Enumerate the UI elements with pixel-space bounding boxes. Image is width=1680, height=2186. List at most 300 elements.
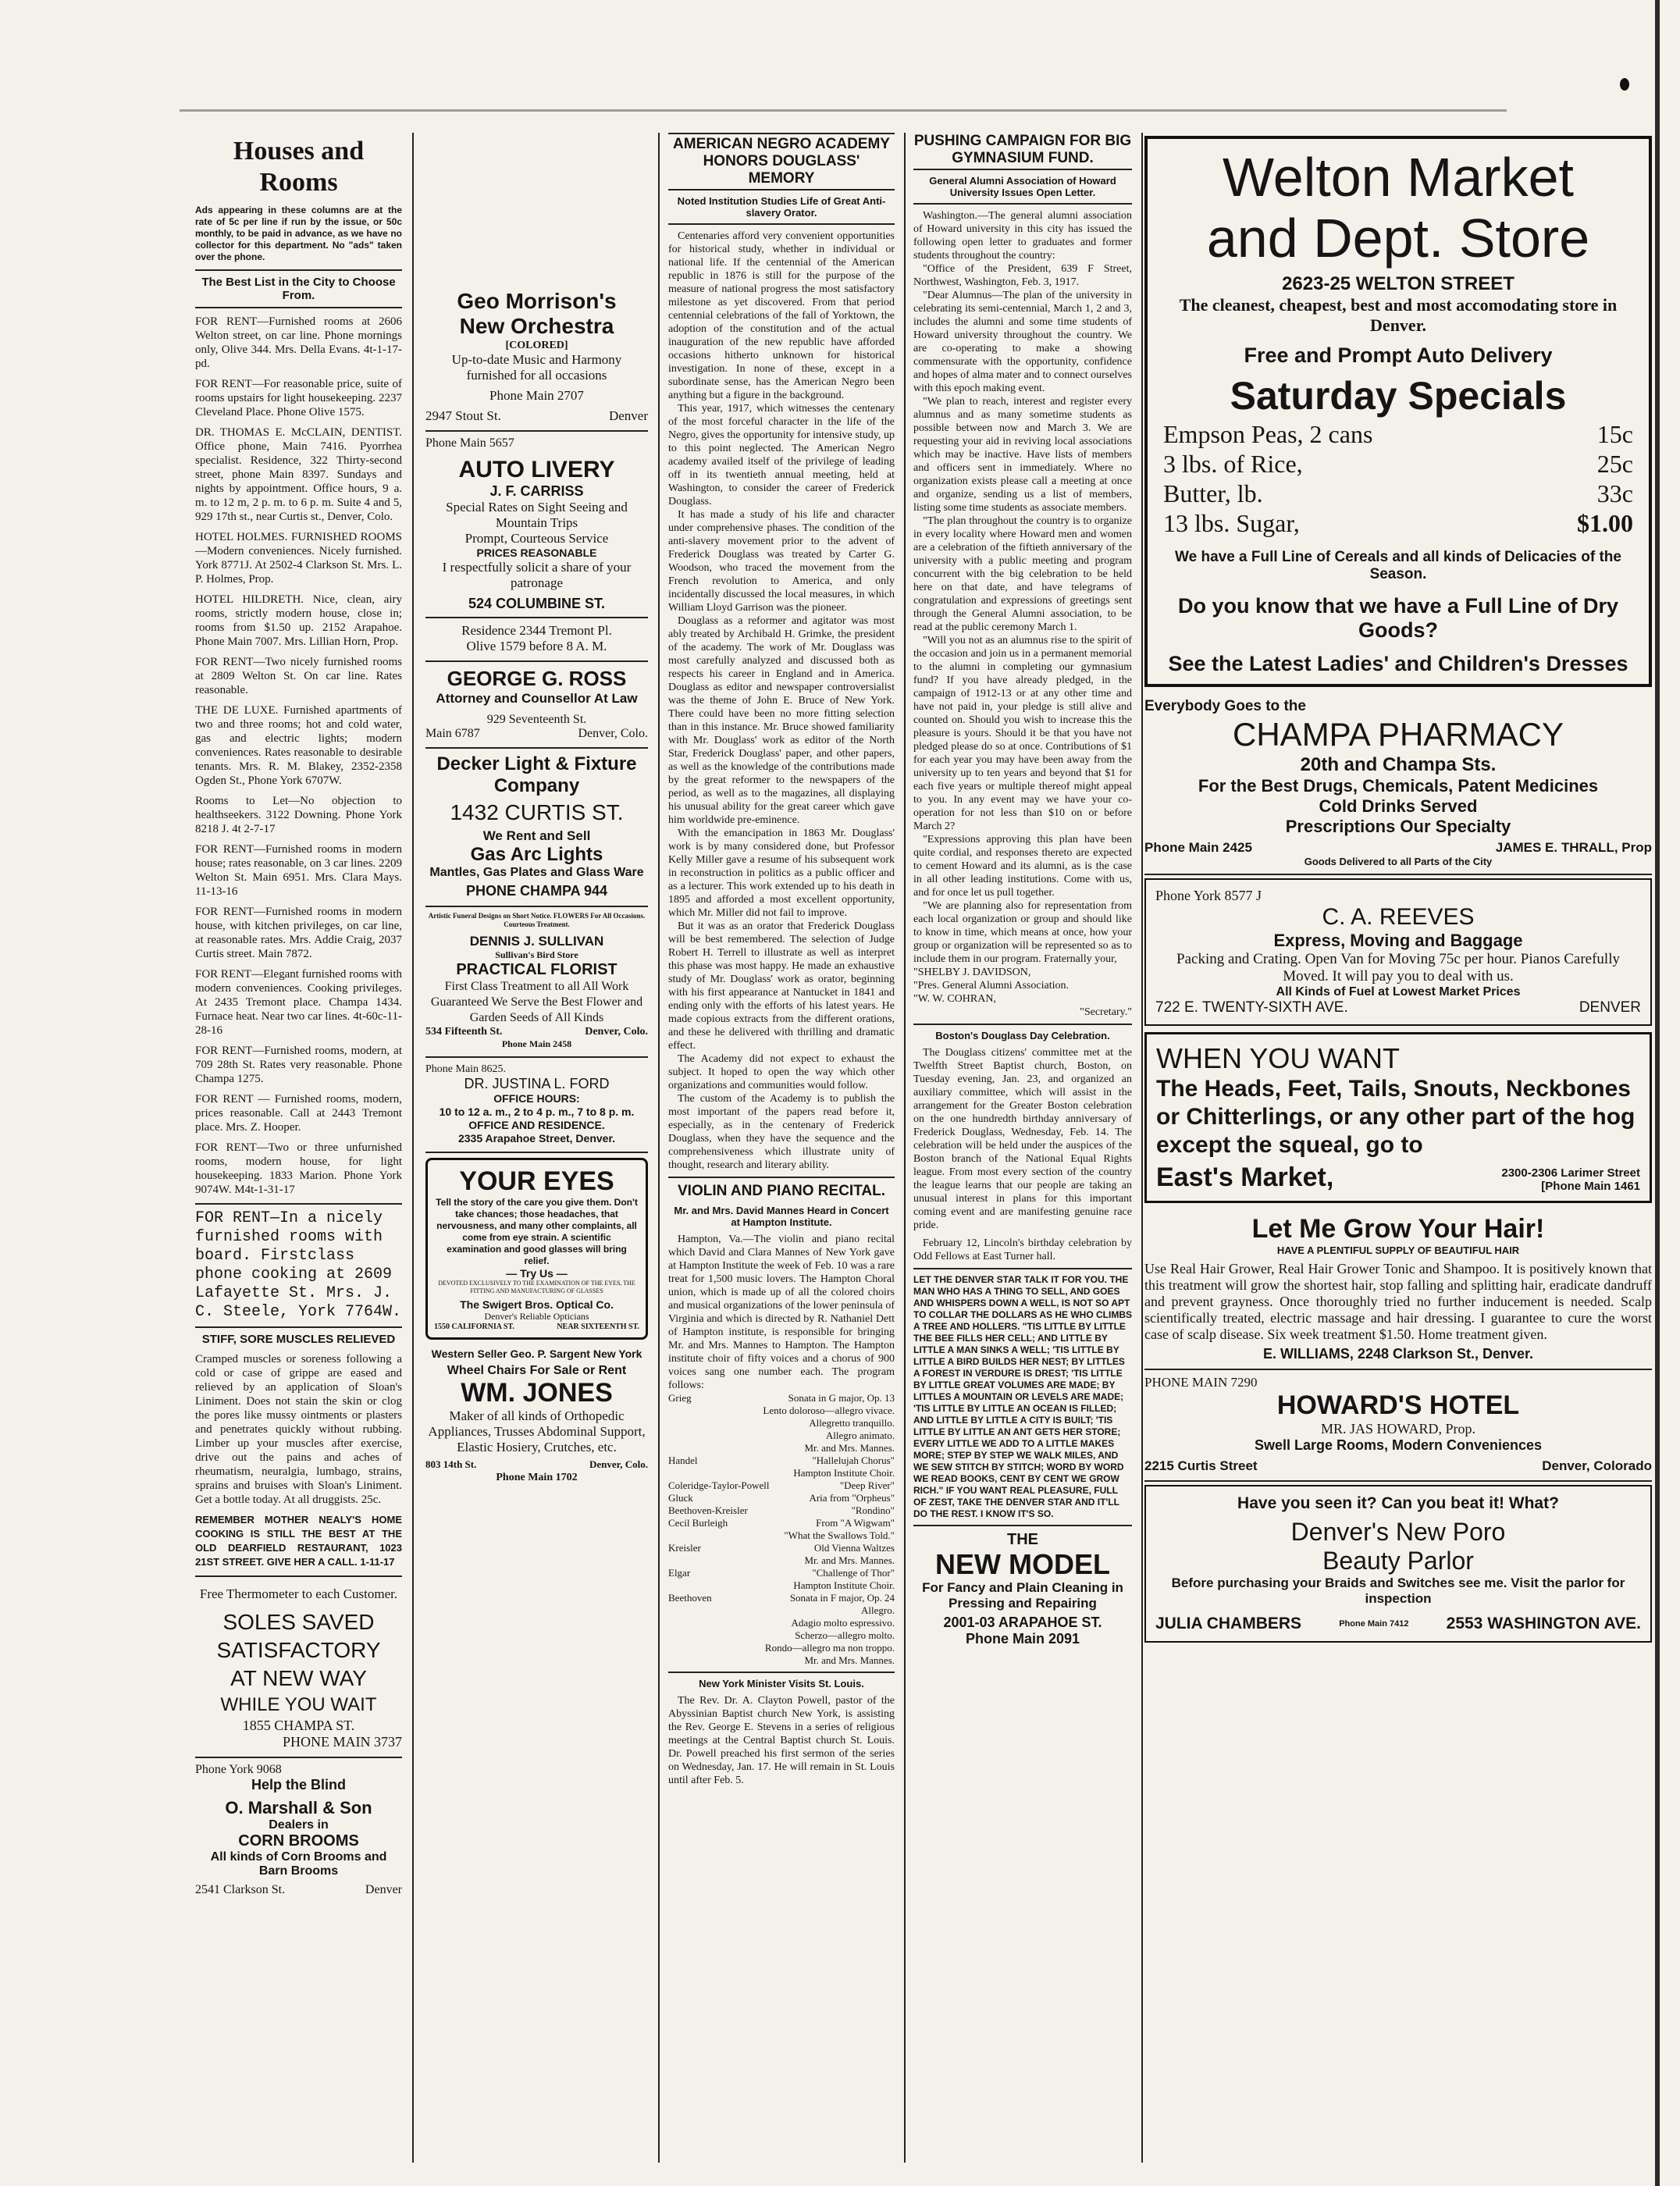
- gym-subhead: General Alumni Association of Howard University Issues Open Letter.: [929, 175, 1116, 198]
- program-composer: Grieg: [668, 1392, 692, 1404]
- broom-heading: Help the Blind: [251, 1777, 346, 1793]
- classified-ad: FOR RENT — Furnished rooms, modern, prices reasonable. Call at 2443 Tremont place. Mrs. Z. Hooper.: [195, 1093, 402, 1134]
- program-piece: Allegretto tranquillo.: [809, 1417, 895, 1429]
- hair-ad: [1144, 1209, 1652, 1370]
- program-line: [668, 1542, 895, 1554]
- poro-top: Have you seen it? Can you beat it! What?: [1237, 1494, 1559, 1512]
- fixture-rent: We Rent and Sell: [482, 828, 591, 843]
- livery-olive-phone: Olive 1579 before 8 A. M.: [466, 639, 607, 653]
- article-paragraph: "Expressions approving this plan have been quite cordial, and responses thereto are expected to cement Howard and its alumni, as is the case in all other leading institutions. Come with us, and for once let us pull together.: [913, 834, 1132, 899]
- restaurant-ad: REMEMBER MOTHER NEALY'S HOME COOKING IS STILL THE BEST AT THE OLD DEARFIELD RESTAURANT, 1023 21ST STREET. GIVE HER A CALL. 1-11-17: [195, 1514, 402, 1568]
- poro-ad: [1144, 1485, 1652, 1643]
- hotel-ad: [1144, 1370, 1652, 1482]
- article-paragraph: But it was as an orator that Frederick Douglass will be best remembered. The selection of Judge Robert H. Terrell to illustrate as well as interpret this phase was most happy. He made an exhaustive study of Mr. Douglass' work as orator, beginning with his first appearance at Nantucket in 1841 and ending only with the efforts of his latest years. He made copious extracts from the different orations, and these he delivered with thrilling and dramatic effect.: [668, 920, 895, 1052]
- gym-headline: PUSHING CAMPAIGN FOR BIG GYMNASIUM FUND.: [913, 133, 1132, 170]
- florist-top: Artistic Funeral Designs on Short Notice. FLOWERS For All Occasions. Courteous Treatment.: [428, 912, 646, 928]
- program-line: [668, 1567, 895, 1579]
- florist-ad: [425, 907, 648, 1058]
- optical-try: — Try Us —: [506, 1267, 568, 1280]
- attorney-ad: [425, 662, 648, 749]
- hair-body: Use Real Hair Grower, Real Hair Grower Tonic and Shampoo. It is positively known that this treatment will grow the shortest hair, stop falling and splitting hair, eradicate dandruff and prevent grayness. Once thoroughly tried no further inducement is needed. Scalp scientifically treated, electric massage and hair dressing. I guarantee to cure the worst case of scalp disease. Six week treatment $1.50. Home treatment given.: [1144, 1261, 1652, 1342]
- livery-solicit: I respectfully solicit a share of your patronage: [442, 560, 632, 590]
- classified-ad: FOR RENT—Two nicely furnished rooms at 2809 Welton St. On car line. Rates reasonable.: [195, 656, 402, 696]
- classified-ad: HOTEL HOLMES. FURNISHED ROOMS—Modern conveniences. Nicely furnished. York 8771J. At 2502-4 Clarkson St. Mrs. L. P. Holmes, Prop.: [195, 531, 402, 586]
- reeves-city: DENVER: [1579, 999, 1641, 1016]
- classified-ad: FOR RENT—Two or three unfurnished rooms, modern house, for light housekeeping. 1833 Marion. Phone York 9074W. M4t-1-31-17: [195, 1141, 402, 1196]
- recital-subhead: Mr. and Mrs. David Mannes Heard in Concert at Hampton Institute.: [674, 1205, 889, 1228]
- divider: [195, 269, 402, 271]
- program-line: [668, 1479, 895, 1492]
- orthopedic-body: Maker of all kinds of Orthopedic Appliances, Trusses Abdominal Support, Elastic Hosiery, Crutches, etc.: [428, 1408, 646, 1454]
- program-piece: Mr. and Mrs. Mannes.: [804, 1442, 895, 1454]
- recital-program: [668, 1392, 895, 1667]
- broom-phone: Phone York 9068: [195, 1763, 282, 1776]
- thermometer-offer: Free Thermometer to each Customer.: [199, 1586, 398, 1601]
- florist-phone: Phone Main 2458: [501, 1038, 572, 1049]
- florist-city: Denver, Colo.: [585, 1026, 648, 1038]
- reeves-body: Packing and Crating. Open Van for Moving 75c per hour. Pianos Carefully Moved. It will pay you to deal with us.: [1176, 951, 1620, 984]
- broom-dealers: Dealers in: [269, 1818, 329, 1832]
- classified-ad: HOTEL HILDRETH. Nice, clean, airy rooms, strictly modern house, close in; rooms from $1.50 up. 2152 Arapahoe. Phone Main 7007. Mrs. Lillian Horn, Prop.: [195, 593, 402, 648]
- livery-owner: J. F. CARRISS: [489, 483, 584, 499]
- special-item: [1163, 479, 1633, 508]
- hotel-rooms: Swell Large Rooms, Modern Conveniences: [1254, 1437, 1543, 1453]
- optical-address: 1550 CALIFORNIA ST.: [434, 1323, 514, 1331]
- article-paragraph: "Will you not as an alumnus rise to the spirit of the occasion and join us in a permanent memorial to the alumni in completing our gymnasium fund? If you have already pledged, in the campaign of 1912-13 or at any other time and have not paid in, your pledge is still alive and counted on. Should you wish to increase this the pleasure is yours. Should it be that you have not pledged please do so at once. Contributions of $1 for each year you may have been away from the university up to ten years and beyond that $1 for each five years or multiple thereof might appeal to you. In any event may we have your co-operation for not less than $10 on or before March 2?: [913, 635, 1132, 832]
- program-line: [668, 1579, 895, 1592]
- welton-tagline: The cleanest, cheapest, best and most accomodating store in Denver.: [1179, 295, 1618, 335]
- east-name: East's Market,: [1156, 1162, 1334, 1192]
- cleaner-the: THE: [1007, 1531, 1038, 1548]
- pharmacy-rx: Prescriptions Our Specialty: [1285, 817, 1511, 836]
- special-item: [1163, 449, 1633, 479]
- program-line: [668, 1642, 895, 1654]
- special-price: 33c: [1596, 479, 1633, 507]
- recital-headline: VIOLIN AND PIANO RECITAL.: [678, 1183, 885, 1199]
- special-item: [1163, 419, 1633, 449]
- east-body: The Heads, Feet, Tails, Snouts, Neckbones or Chitterlings, or any other part of the hog except the squeal, go to: [1156, 1076, 1636, 1158]
- news-column-3: [668, 133, 895, 2155]
- pharmacy-top: Everybody Goes to the: [1144, 698, 1306, 714]
- divider: [913, 203, 1132, 205]
- doctor-name: DR. JUSTINA L. FORD: [464, 1076, 610, 1091]
- program-piece: Aria from "Orpheus": [809, 1492, 895, 1504]
- livery-ad: [425, 432, 648, 662]
- pharmacy-prop: JAMES E. THRALL, Prop: [1495, 840, 1652, 855]
- cleaner-address: 2001-03 ARAPAHOE ST.: [943, 1615, 1102, 1630]
- poro-address: 2553 WASHINGTON AVE.: [1446, 1615, 1641, 1632]
- soles-line: SATISFACTORY: [216, 1638, 381, 1662]
- optical-company: The Swigert Bros. Optical Co.: [460, 1298, 614, 1311]
- broom-footer: [195, 1883, 402, 1897]
- divider: [668, 1177, 895, 1178]
- special-price: $1.00: [1577, 509, 1633, 537]
- orthopedic-name: WM. JONES: [461, 1378, 613, 1408]
- reeves-fuel: All Kinds of Fuel at Lowest Market Prices: [1276, 985, 1521, 999]
- divider: [913, 1024, 1132, 1025]
- program-composer: Handel: [668, 1454, 698, 1466]
- shoe-phone: PHONE MAIN 3737: [283, 1734, 402, 1750]
- attorney-title: Attorney and Counsellor At Law: [436, 691, 638, 706]
- broom-goods: CORN BROOMS: [238, 1832, 359, 1850]
- program-piece: "Deep River": [839, 1479, 895, 1491]
- orthopedic-address: 803 14th St.: [425, 1458, 477, 1470]
- welton-cereals: We have a Full Line of Cereals and all kinds of Delicacies of the Season.: [1175, 549, 1621, 582]
- signature-line: "Secretary.": [1080, 1006, 1132, 1018]
- program-composer: Cecil Burleigh: [668, 1517, 728, 1529]
- article-paragraph: "Office of the President, 639 F Street, Northwest, Washington, Feb. 3, 1917.: [913, 263, 1132, 288]
- livery-title: AUTO LIVERY: [458, 457, 615, 482]
- signature-line: "W. W. COHRAN,: [913, 993, 996, 1005]
- column-rule-1: [412, 133, 414, 2163]
- east-footer: [1156, 1162, 1640, 1193]
- pharmacy-address: 20th and Champa Sts.: [1300, 754, 1497, 775]
- classified-ad: FOR RENT—Furnished rooms, modern, at 709 28th St. Rates very reasonable. Phone Champa 1275.: [195, 1045, 402, 1085]
- attorney-name: GEORGE G. ROSS: [447, 667, 627, 690]
- fixture-gas: Gas Arc Lights: [470, 844, 603, 865]
- program-piece: "Challenge of Thor": [812, 1567, 895, 1579]
- display-ads-column: [1144, 133, 1652, 2155]
- doctor-address: 2335 Arapahoe Street, Denver.: [457, 1132, 616, 1145]
- ads-column-2: [425, 133, 648, 2155]
- welton-title-1: Welton Market: [1223, 147, 1574, 208]
- program-composer: Elgar: [668, 1567, 691, 1579]
- divider: [668, 223, 895, 225]
- program-piece: Scherzo—allegro molto.: [795, 1629, 895, 1641]
- attorney-city: Denver, Colo.: [578, 727, 648, 740]
- boston-body: The Douglass citizens' committee met at the Twelfth Street Baptist church, Boston, on Tuesday evening, Jan. 23, and organized an auxiliary committee, which will assist in the arrangement for the Greater Boston celebration on the one hundredth birthday anniversary of Frederick Douglass, Wednesday, Feb. 14. The celebration will be held under the auspices of the Boston branch of the National Equal Rights league. From most every section of the country the league learns that our people are taking an unusual interest in plans for this important coming event and are manifesting genuine race pride.: [913, 1047, 1132, 1231]
- cleaner-body: For Fancy and Plain Cleaning in Pressing and Repairing: [922, 1580, 1123, 1611]
- special-name: 3 lbs. of Rice,: [1163, 450, 1303, 478]
- minister-body: The Rev. Dr. A. Clayton Powell, pastor of the Abyssinian Baptist church New York, is assisting the Rev. George E. Stevens in a series of religious meetings at the Central Baptist church St. Louis. Dr. Powell preached his first sermon of the series on Wednesday, Jan. 17. He will remain in St. Louis until after Feb. 5.: [668, 1695, 895, 1786]
- fixture-address: 1432 CURTIS ST.: [450, 800, 624, 824]
- academy-headline: AMERICAN NEGRO ACADEMY HONORS DOUGLASS' MEMORY: [668, 133, 895, 190]
- program-composer: Kreisler: [668, 1542, 701, 1554]
- broom-city: Denver: [365, 1883, 402, 1896]
- article-paragraph: This year, 1917, which witnesses the centenary of the most forceful character in the life of the Negro, gives the opportunity for intensive study, up to this point neglected. The American Negro academy availed itself of the privilege of leading off in its twentieth annual meeting, held at Washington, to consider the career of Frederick Douglass.: [668, 403, 895, 507]
- article-paragraph: With the emancipation in 1863 Mr. Douglass' work is by many considered done, but Professor Kelly Miller gave a resume of his subsequent work in reconstruction in politics as a public officer and as a lecturer. This work extended up to his death in 1895 and afforded a most excellent opportunity, which Mr. Miller did not fail to improve.: [668, 828, 895, 919]
- program-piece: "Hallelujah Chorus": [812, 1454, 895, 1466]
- program-line: [668, 1405, 895, 1417]
- divider: [913, 1525, 1132, 1526]
- soles-line: SOLES SAVED: [222, 1610, 375, 1634]
- program-line: [668, 1554, 895, 1567]
- program-piece: Adagio molto espressivo.: [791, 1617, 895, 1629]
- program-piece: Old Vienna Waltzes: [813, 1542, 895, 1554]
- doctor-hours: 10 to 12 a. m., 2 to 4 p. m., 7 to 8 p. m.: [439, 1105, 635, 1118]
- program-line: [668, 1654, 895, 1667]
- pharmacy-cold: Cold Drinks Served: [1319, 796, 1478, 816]
- column-rule-4: [1141, 133, 1143, 2163]
- divider: [425, 617, 648, 618]
- program-line: [668, 1454, 895, 1467]
- poro-phone: Phone Main 7412: [1339, 1619, 1409, 1629]
- article-paragraph: "Dear Alumnus—The plan of the university in celebrating its semi-centennial, March 1, 2 and 3, includes the alumni and some time students of Howard university throughout the country. We are co-operating to make a showing commensurate with the opportunity, confidence and hopes of alma mater and to connect ourselves with this epoch making event.: [913, 290, 1132, 394]
- program-line: [668, 1604, 895, 1617]
- east-phone: [Phone Main 1461: [1541, 1180, 1640, 1193]
- reeves-phone: Phone York 8577 J: [1155, 888, 1262, 903]
- soles-line: AT NEW WAY: [230, 1666, 367, 1690]
- orchestra-address: 2947 Stout St.: [425, 408, 501, 423]
- florist-address: 534 Fifteenth St.: [425, 1026, 503, 1038]
- program-piece: Mr. and Mrs. Mannes.: [804, 1554, 895, 1566]
- program-line: [668, 1504, 895, 1517]
- attorney-footer: [425, 727, 648, 741]
- board-ad: FOR RENT—In a nicely furnished rooms with board. Firstclass phone cooking at 2609 Lafayette St. Mrs. J. C. Steele, York 7764W.: [195, 1209, 402, 1321]
- hotel-address: 2215 Curtis Street: [1144, 1458, 1258, 1473]
- orchestra-phone: Phone Main 2707: [489, 388, 584, 403]
- program-line: [668, 1617, 895, 1629]
- poro-name: Denver's New Poro: [1290, 1518, 1506, 1546]
- poro-footer: [1155, 1615, 1641, 1633]
- page-edge-shadow: [1655, 0, 1660, 2186]
- hotel-name: HOWARD'S HOTEL: [1276, 1390, 1520, 1420]
- cleaner-ad: [913, 1531, 1132, 1647]
- attorney-phone: Main 6787: [425, 727, 480, 740]
- hotel-prop: MR. JAS HOWARD, Prop.: [1320, 1421, 1476, 1437]
- liniment-body: Cramped muscles or soreness following a cold or case of grippe are eased and relieved by an application of Sloan's Liniment. Does not stain the skin or clog the pores like mussy ointments or plasters and penetrates quickly without rubbing. Limber up your muscles after exercise, drive out the pains and aches of rheumatism, neuralgia, lumbago, strains, sprains and bruises with Sloan's Liniment. Get a bottle today. At all druggists. 25c.: [195, 1353, 402, 1506]
- program-piece: Mr. and Mrs. Mannes.: [804, 1654, 895, 1666]
- livery-residence: Residence 2344 Tremont Pl.: [461, 623, 612, 638]
- orthopedic-ad: [425, 1344, 648, 1484]
- doctor-office: OFFICE AND RESIDENCE.: [468, 1119, 605, 1131]
- fixture-company: Decker Light & Fixture Company: [436, 753, 637, 796]
- doctor-hours-label: OFFICE HOURS:: [493, 1092, 580, 1105]
- program-composer: Beethoven: [668, 1592, 712, 1604]
- recital-body: Hampton, Va.—The violin and piano recital which David and Clara Mannes of New York gave at Hampton Institute the week of Feb. 10 was a rare treat for 1,500 music lovers. The Hampton Choral union, which is made up of all the colored choirs and musical organizations of the lower peninsula of Virginia and which is directed by R. Nathaniel Dett of Hampton institute, is responsible for bringing Mr. and Mrs. Mannes to Hampton. The Hampton institute choir of fifty voices and a chorus of 900 voices sang one number each. The program follows:: [668, 1234, 895, 1391]
- classified-ad: FOR RENT—Furnished rooms in modern house; rates reasonable, on 3 car lines. 2209 Welton St. Main 6951. Mrs. Clara Mays. 11-13-16: [195, 843, 402, 898]
- optical-fine-print: DEVOTED EXCLUSIVELY TO THE EXAMINATION OF THE EYES, THE FITTING AND MANUFACTURING OF GLASSES: [438, 1280, 635, 1294]
- academy-subhead: Noted Institution Studies Life of Great Anti-slavery Orator.: [677, 195, 886, 219]
- optical-title: YOUR EYES: [459, 1166, 614, 1196]
- orthopedic-chairs: Wheel Chairs For Sale or Rent: [447, 1364, 627, 1377]
- pharmacy-footer: [1144, 840, 1652, 856]
- fixture-mantles: Mantles, Gas Plates and Glass Ware: [429, 866, 644, 879]
- program-line: [668, 1492, 895, 1504]
- article-paragraph: "We plan to reach, interest and register every alumnus and as many sometime students as possible between now and March 3. We are requesting your aid in reviving local associations which may be inactive. Have lists of members and officers sent in immediately. Where no organization exists please call a meeting at once and organize, sending us a list of members, listing some time students as associate members.: [913, 396, 1132, 514]
- optical-sub: Denver's Reliable Opticians: [484, 1311, 589, 1322]
- special-price: 25c: [1596, 450, 1633, 478]
- program-composer: Beethoven-Kreisler: [668, 1504, 748, 1516]
- classified-ad: FOR RENT—Elegant furnished rooms with modern conveniences. Cooking privileges. At 2435 Tremont place. Champa 1434. Furnace heat. Near two car lines. 4t-60c-11-28-16: [195, 968, 402, 1037]
- boston-headline: Boston's Douglass Day Celebration.: [935, 1030, 1110, 1041]
- signature-line: "SHELBY J. DAVIDSON,: [913, 967, 1031, 978]
- special-price: 15c: [1596, 420, 1633, 448]
- program-piece: "What the Swallows Told.": [784, 1529, 895, 1541]
- program-piece: Hampton Institute Choir.: [793, 1579, 895, 1591]
- east-address: 2300-2306 Larimer Street: [1501, 1166, 1640, 1180]
- poro-owner: JULIA CHAMBERS: [1155, 1615, 1302, 1632]
- hair-contact: E. WILLIAMS, 2248 Clarkson St., Denver.: [1262, 1346, 1534, 1362]
- optical-footer: [434, 1323, 639, 1331]
- east-contact: [1501, 1166, 1640, 1193]
- broom-address: 2541 Clarkson St.: [195, 1883, 286, 1896]
- article-paragraph: Centenaries afford very convenient opportunities for historical study, whether in individual or national life. If the centennial of the American republic in 1876 is still for the purpose of the measure of national progress the most satisfactory milestone as yet discovered. From that period centennial celebrations of the fall of Yorktown, the adoption of the constitution and of the actual inauguration of the new republic have afforded occasions hitherto unknown for historical investigation. In none of these, except in a subordinate sense, has the American Negro been anything but a figure in the background.: [668, 230, 895, 401]
- orchestra-city: Denver: [608, 408, 648, 423]
- welton-address: 2623-25 WELTON STREET: [1282, 273, 1514, 294]
- lincoln-note: February 12, Lincoln's birthday celebration by Odd Fellows at East Turner hall.: [913, 1237, 1132, 1262]
- classified-ad: Rooms to Let—No objection to healthseekers. 3122 Downing. Phone York 8218 J. 4t 2-7-17: [195, 795, 402, 835]
- article-paragraph: Douglass as a reformer and agitator was most ably treated by Archibald H. Grimke, the president of the academy. The work of Mr. Douglass was most carefully analyzed and discussed both as respects his career in England and in America. Douglass as editor and newspaper controversialist was the theme of John E. Bruce of New York. There could have been no more fitting selection than in this instance. Mr. Bruce showed familiarity with Mr. Douglass' work as editor of the North Star, Frederick Douglass' paper, and other papers, as well as the knowledge of the contributions made by the great reformer to the newspapers of the period, as well as to the magazines, all displaying his unusual ability for the great career which gave him worldwide pre-eminence.: [668, 615, 895, 826]
- program-piece: Hampton Institute Choir.: [793, 1467, 895, 1479]
- reeves-ad: [1144, 878, 1652, 1026]
- orthopedic-footer: [425, 1458, 648, 1471]
- liniment-heading: STIFF, SORE MUSCLES RELIEVED: [201, 1333, 396, 1346]
- program-piece: Allegro.: [861, 1604, 895, 1616]
- column-rule-3: [904, 133, 906, 2163]
- special-name: Butter, lb.: [1163, 479, 1263, 507]
- program-composer: Gluck: [668, 1492, 693, 1504]
- program-piece: Allegro animato.: [825, 1429, 895, 1441]
- shoe-address: 1855 CHAMPA ST.: [242, 1718, 355, 1733]
- florist-title: PRACTICAL FLORIST: [456, 961, 618, 978]
- classified-ad: FOR RENT—Furnished rooms in modern house, with kitchen privileges, on car line, at reasonable rates. Mrs. Addie Craig, 2037 Curtis street. Main 7872.: [195, 906, 402, 960]
- fixture-ad: [425, 749, 648, 907]
- article-paragraph: "We are planning also for representation from each local organization or group and should like to know in time, which means at once, how your group or organization will be represented so as to include them in our program. Fraternally your,: [913, 900, 1132, 965]
- orchestra-body: Up-to-date Music and Harmony furnished for all occasions: [451, 352, 622, 383]
- divider: [195, 307, 402, 308]
- optical-ad: [425, 1158, 648, 1340]
- program-piece: From "A Wigwam": [816, 1517, 895, 1529]
- orchestra-title: New Orchestra: [459, 314, 614, 338]
- news-column-4: [913, 133, 1132, 2155]
- program-line: [668, 1467, 895, 1479]
- poro-sub: Beauty Parlor: [1322, 1547, 1474, 1575]
- poro-body: Before purchasing your Braids and Switches see me. Visit the parlor for inspection: [1171, 1575, 1625, 1606]
- reeves-name: C. A. REEVES: [1322, 904, 1475, 930]
- east-title: WHEN YOU WANT: [1156, 1042, 1400, 1074]
- welton-dry-goods: Do you know that we have a Full Line of Dry Goods?: [1177, 594, 1619, 642]
- pharmacy-delivered: Goods Delivered to all Parts of the City: [1304, 856, 1493, 867]
- minister-headline: New York Minister Visits St. Louis.: [699, 1678, 864, 1689]
- orchestra-ad: [425, 133, 648, 432]
- program-line: [668, 1517, 895, 1529]
- article-paragraph: Washington.—The general alumni association of Howard university in this city has issued the following open letter to graduates and former students throughout the country:: [913, 210, 1132, 262]
- article-paragraph: It has made a study of his life and character under comprehensive phases. The condition of the anti-slavery movement prior to the advent of Frederick Douglass was treated by Carter G. Woodson, who traced the movement from the French revolution to America, and only incidentally discussed the local measures, in which William Lloyd Garrison was the pioneer.: [668, 509, 895, 614]
- specials-list: [1157, 419, 1639, 538]
- classified-ad: FOR RENT—For reasonable price, suite of rooms upstairs for light housekeeping. 2237 Cleveland Place. Phone Olive 1575.: [195, 378, 402, 418]
- program-piece: "Rondino": [851, 1504, 895, 1516]
- cleaner-phone: Phone Main 2091: [965, 1631, 1080, 1647]
- welton-delivery: Free and Prompt Auto Delivery: [1244, 344, 1553, 367]
- hotel-footer: [1144, 1458, 1652, 1474]
- program-line: [668, 1429, 895, 1442]
- livery-address: 524 COLUMBINE ST.: [468, 596, 606, 611]
- doctor-ad: [425, 1058, 648, 1153]
- classified-ad: THE DE LUXE. Furnished apartments of two and three rooms; hot and cold water, gas and electric lights; modern conveniences. Rates reasonable to desirable tenants. Mrs. R. M. Blakey, 2352-2358 Ogden St., Phone York 6707W.: [195, 704, 402, 787]
- program-piece: Sonata in F major, Op. 24: [789, 1592, 895, 1604]
- reeves-footer: [1155, 999, 1641, 1016]
- orchestra-name: Geo Morrison's: [457, 289, 617, 313]
- article-paragraph: The Academy did not expect to exhaust the subject. It hoped to open the way which other organizations and communities would follow.: [668, 1053, 895, 1091]
- east-market-ad: [1144, 1032, 1652, 1203]
- hair-title: Let Me Grow Your Hair!: [1251, 1214, 1545, 1244]
- pharmacy-best: For the Best Drugs, Chemicals, Patent Medicines: [1198, 776, 1599, 796]
- special-name: Empson Peas, 2 cans: [1163, 420, 1373, 448]
- pharmacy-ad: [1144, 693, 1652, 875]
- reeves-address: 722 E. TWENTY-SIXTH AVE.: [1155, 999, 1348, 1016]
- livery-phone: Phone Main 5657: [425, 436, 514, 450]
- florist-name: DENNIS J. SULLIVAN: [469, 934, 604, 949]
- broom-company: O. Marshall & Son: [225, 1798, 372, 1818]
- orthopedic-phone: Phone Main 1702: [496, 1472, 578, 1483]
- livery-prices: PRICES REASONABLE: [476, 546, 597, 559]
- orthopedic-top: Western Seller Geo. P. Sargent New York: [431, 1348, 642, 1360]
- column-rule-2: [658, 133, 660, 2163]
- program-line: [668, 1629, 895, 1642]
- florist-footer: [425, 1026, 648, 1038]
- orchestra-colored: [COLORED]: [505, 340, 568, 351]
- special-item: [1163, 508, 1633, 538]
- ink-spot: [1620, 78, 1629, 91]
- welton-title-2: and Dept. Store: [1206, 208, 1590, 269]
- hair-sub: HAVE A PLENTIFUL SUPPLY OF BEAUTIFUL HAIR: [1276, 1244, 1520, 1256]
- cleaner-name: NEW MODEL: [935, 1548, 1110, 1580]
- classified-ad: DR. THOMAS E. McCLAIN, DENTIST. Office phone, Main 7416. Pyorrhea specialist. Residence, 322 Thirty-second street, phone Main 8397. Sundays and nights by appointment. Office hours, 9 a. m. to 12 m, 2 p. m. to 6 p. m. Suite 4 and 5, 929 17th st., near Curtis st., Denver, Colo.: [195, 426, 402, 523]
- hotel-city: Denver, Colorado: [1542, 1458, 1652, 1473]
- classified-ad: FOR RENT—Furnished rooms at 2606 Welton street, on car line. Phone mornings only, Olive 344. Mrs. Della Evans. 4t-1-17-pd.: [195, 315, 402, 370]
- program-piece: Lento doloroso—allegro vivace.: [763, 1405, 895, 1416]
- program-line: [668, 1529, 895, 1542]
- orthopedic-city: Denver, Colo.: [589, 1458, 648, 1470]
- program-line: [668, 1442, 895, 1454]
- livery-prompt: Prompt, Courteous Service: [464, 531, 609, 546]
- advertising-poem: LET THE DENVER STAR TALK IT FOR YOU. THE MAN WHO HAS A THING TO SELL, AND GOES AND WHISPERS DOWN A WELL, IS NOT SO APT TO COLLAR THE DOLLARS AS HE WHO CLIMBS A TREE AND HOLLERS. "TIS LITTLE BY LITTLE THE BEE FILLS HER CELL; AND LITTLE BY LITTLE A MAN SINKS A WELL; 'TIS LITTLE BY LITTLE A BIRD BUILDS HER NEST; BY LITTLES A FOREST IN VERDURE IS DREST; 'TIS LITTLE BY LITTLE GREAT VOLUMES ARE MADE; BY LITTLES A MOUNTAIN OR LEVELS ARE MADE; 'TIS LITTLE BY LITTLE AN OCEAN IS FILLED; AND LITTLE BY LITTLE A CITY IS BUILT; 'TIS LITTLE BY LITTLE AN ANT GETS HER STORE; EVERY LITTLE WE ADD TO A LITTLE MAKES MORE; STEP BY STEP WE WALK MILES, AND WE SEW STITCH BY STITCH; WORD BY WORD WE READ BOOKS, CENT BY CENT WE GROW RICH." IF YOU WANT REAL PLEASURE, FULL OF ZEST, TAKE THE DENVER STAR AND IT'LL DO THE REST. I KNOW IT'S SO.: [913, 1274, 1132, 1519]
- reeves-sub: Express, Moving and Baggage: [1273, 931, 1523, 950]
- welton-specials: Saturday Specials: [1230, 374, 1567, 418]
- florist-body: First Class Treatment to all All Work Guaranteed We Serve the Best Flower and Garden Seeds of All Kinds: [430, 980, 643, 1024]
- hotel-phone: PHONE MAIN 7290: [1144, 1375, 1258, 1390]
- soles-line: WHILE YOU WAIT: [220, 1694, 377, 1715]
- attorney-address: 929 Seventeenth St.: [486, 713, 587, 726]
- fixture-phone: PHONE CHAMPA 944: [465, 883, 608, 899]
- optical-body: Tell the story of the care you give them. Don't take chances; those headaches, that nervousness, and many other complaints, all come from eye strain. A scientific examination and good glasses will bring relief.: [436, 1197, 638, 1266]
- shoe-repair-ad: [195, 1582, 402, 1758]
- article-paragraph: "The plan throughout the country is to organize in every locality where Howard men and women are a celebration of the fiftieth anniversary of the university with a public meeting and program concurrent with the big celebration to be held here on that date, and have telegrams of congratulation and expressions of greetings sent through the General Alumni association, to be read at the public ceremony March 1.: [913, 515, 1132, 633]
- special-name: 13 lbs. Sugar,: [1163, 509, 1300, 537]
- optical-near: NEAR SIXTEENTH ST.: [557, 1323, 639, 1331]
- divider: [195, 1203, 402, 1205]
- welton-dresses: See the Latest Ladies' and Children's Dresses: [1168, 652, 1628, 675]
- program-composer: Coleridge-Taylor-Powell: [668, 1479, 770, 1491]
- program-line: [668, 1417, 895, 1429]
- program-line: [668, 1392, 895, 1405]
- pharmacy-name: CHAMPA PHARMACY: [1233, 716, 1564, 753]
- program-piece: Sonata in G major, Op. 13: [788, 1392, 895, 1404]
- florist-sub: Sullivan's Bird Store: [495, 949, 578, 960]
- welton-market-ad: [1144, 136, 1652, 687]
- rate-note: Ads appearing in these columns are at the rate of 5c per line if run by the issue, or 50c monthly, to be paid in advance, as we have no collector for this department. No "ads" taken over the phone.: [195, 205, 402, 262]
- page-top-rule: [180, 109, 1507, 112]
- divider: [195, 1326, 402, 1328]
- program-piece: Rondo—allegro ma non troppo.: [764, 1642, 895, 1654]
- classifieds-column: [195, 133, 402, 2155]
- broom-ad: [195, 1758, 402, 1897]
- doctor-phone: Phone Main 8625.: [425, 1063, 507, 1075]
- best-list-heading: The Best List in the City to Choose From.: [201, 276, 396, 302]
- livery-body: Special Rates on Sight Seeing and Mountain Trips: [446, 500, 628, 530]
- orchestra-footer: [425, 408, 648, 424]
- divider: [195, 1575, 402, 1577]
- broom-line: All kinds of Corn Brooms and Barn Brooms: [210, 1850, 387, 1878]
- article-paragraph: The custom of the Academy is to publish the most important of the papers read before it, especially, as in the centenary of Frederick Douglass, when they have the sequence and the comprehensiveness which illustrate unity of thought, research and literary ability.: [668, 1093, 895, 1171]
- program-line: [668, 1592, 895, 1604]
- section-title: Houses and Rooms: [233, 137, 365, 197]
- signature-line: "Pres. General Alumni Association.: [913, 980, 1069, 992]
- pharmacy-phone: Phone Main 2425: [1144, 840, 1252, 855]
- divider: [913, 1268, 1132, 1269]
- divider: [668, 1672, 895, 1673]
